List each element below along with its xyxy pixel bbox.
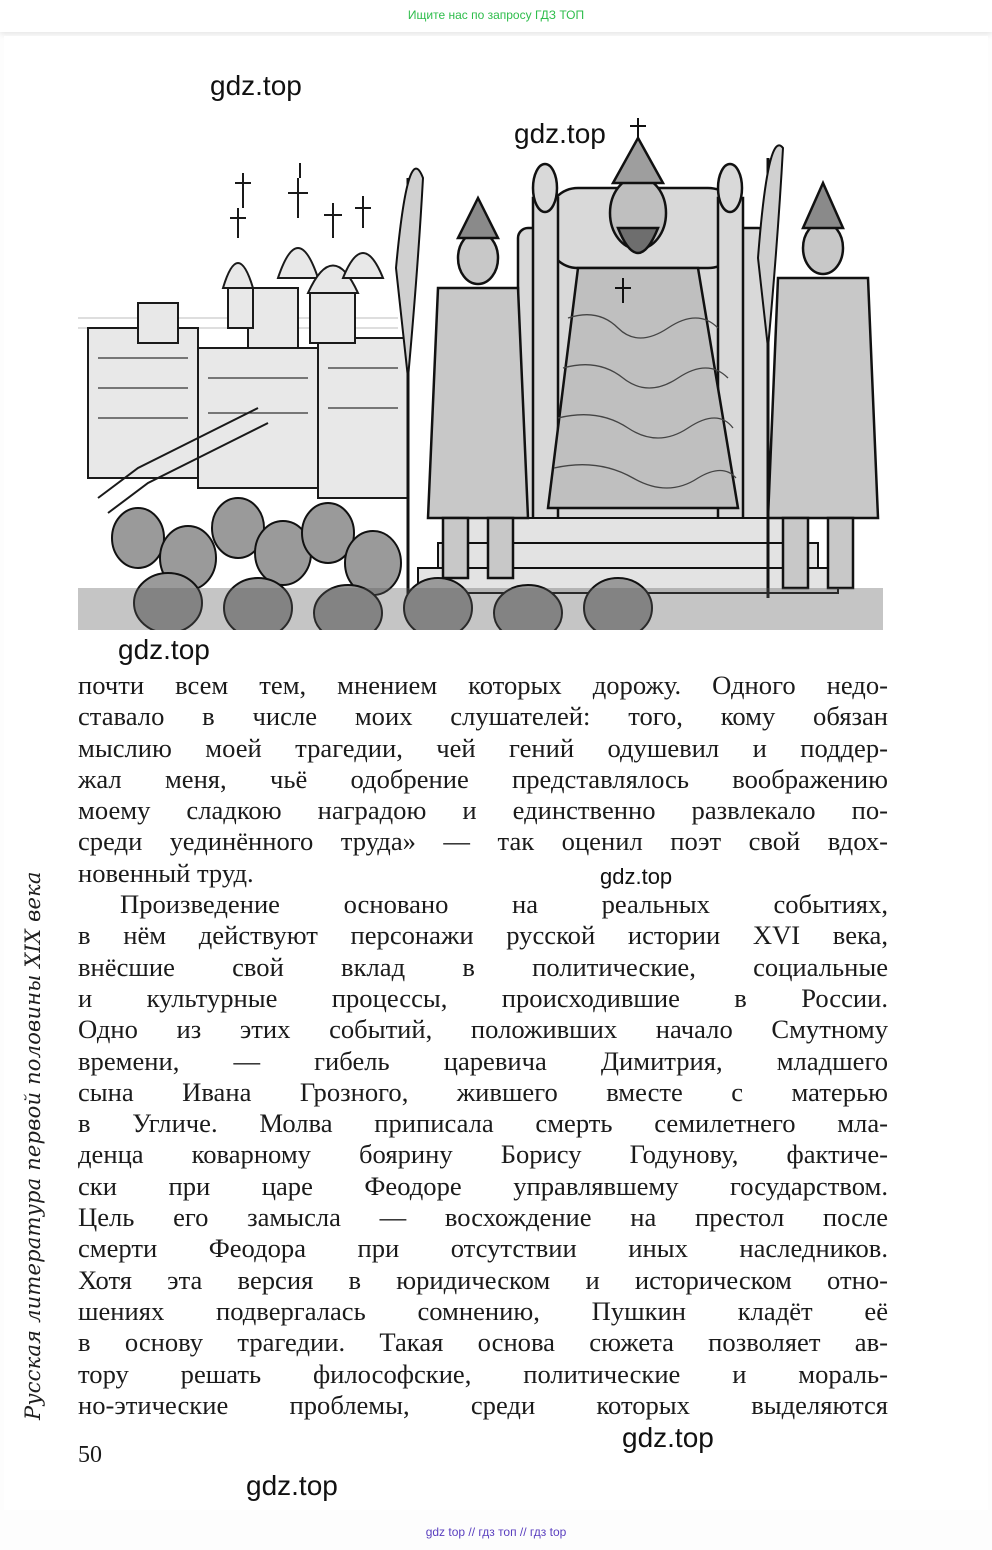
text-line: новенный труд. [78,857,254,888]
text-line: Произведение основано на реальных событиях, [120,889,888,920]
text-line: почти всем тем, мнением которых дорожу. Одного недо- [78,670,888,700]
text-line: тору решать философские, политические и мораль- [78,1358,888,1389]
watermark: gdz.top [600,864,673,889]
watermark: gdz.top [118,634,210,665]
text-line: ставало в числе моих слушателей: того, кому обязан [78,701,888,732]
text-line: жал меня, чьё одобрение представлялось воображению [78,763,888,794]
text-line: денца коварному боярину Борису Годунову, фактиче- [78,1139,888,1170]
text-line: ски при царе Феодоре управлявшему государством. [78,1170,888,1201]
text-line: времени, — гибель царевича Димитрия, младшего [78,1045,888,1076]
footer-links[interactable]: gdz top // гдз топ // гдз top [425,1525,567,1539]
text-line: мыслию моей трагедии, чей гений одушевил и поддер- [78,732,888,763]
text-line: шениях подвергалась сомнению, Пушкин кладёт её [78,1295,888,1326]
text-line: в Угличе. Молва приписала смерть семилетнего мла- [78,1108,888,1139]
watermark: gdz.top [210,70,302,101]
text-line: сына Ивана Грозного, жившего вместе с матерью [78,1076,888,1107]
text-line: внёсшие свой вклад в политические, социальные [78,951,888,982]
text-line: Хотя эта версия в юридическом и историческом отно- [78,1264,888,1295]
text-line: но-этические проблемы, среди которых выделяются [78,1389,888,1420]
text-line: Одно из этих событий, положивших начало Смутному [78,1014,888,1045]
text-line: моему сладкою наградою и единственно развлекало по- [78,795,888,826]
text-line: среди уединённого труда» — так оценил поэт свой вдох- [78,826,888,857]
text-line: в основу трагедии. Такая основа сюжета позволяет ав- [78,1327,888,1358]
text-line: в нём действуют персонажи русской истории XVI века, [78,920,888,951]
page-number: 50 [78,1442,102,1468]
body-text [78,670,888,1421]
tsar-on-throne-engraving-icon [78,118,883,630]
top-banner[interactable]: Ищите нас по запросу ГДЗ ТОП [0,0,992,32]
watermark: gdz.top [246,1470,338,1501]
text-line: Цель его замысла — восхождение на престол после [78,1202,888,1233]
text-line: и культурные процессы, происходившие в России. [78,982,888,1013]
text-line: смерти Феодора при отсутствии иных наследников. [78,1233,888,1264]
watermark: gdz.top [622,1422,714,1453]
watermark: gdz.top [514,118,606,149]
running-head: Русская литература первой половины XIX века [21,871,45,1420]
